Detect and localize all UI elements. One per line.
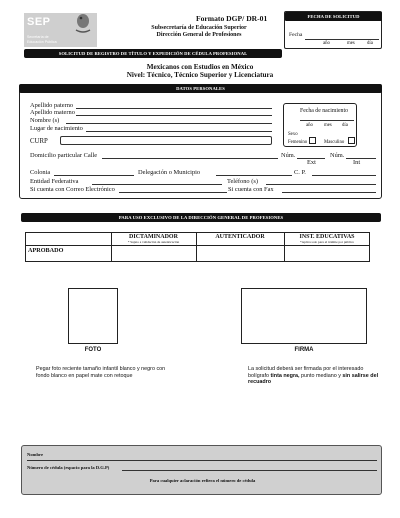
firma-note-c: punto mediano y	[299, 372, 343, 379]
firma-note	[248, 366, 382, 386]
solicitud-band: SOLICITUD DE REGISTRO DE TÍTULO Y EXPEDICIÓN DE CÉDULA PROFESIONAL	[24, 49, 282, 58]
nacimiento-day-label: día	[342, 123, 348, 128]
logo-line1: Secretaría de	[27, 35, 49, 39]
correo-field[interactable]	[119, 192, 227, 193]
footer-nombre-field[interactable]	[27, 460, 377, 461]
delegacion-field[interactable]	[216, 175, 292, 176]
lugar-nacimiento-label: Lugar de nacimiento	[30, 125, 83, 132]
femenino-checkbox[interactable]	[309, 137, 316, 144]
domicilio-label: Domicilio particular Calle	[30, 152, 98, 159]
dictaminador-header: DICTAMINADOR	[129, 234, 178, 240]
autenticador-cell[interactable]	[197, 246, 284, 262]
sep-logo-text: SEP	[27, 16, 51, 28]
curp-field[interactable]	[60, 136, 272, 145]
subsecretaria-text: Subsecretaría de Educación Superior	[151, 25, 247, 31]
footer-box	[21, 445, 382, 495]
footer-cedula-field[interactable]	[122, 470, 377, 471]
colonia-field[interactable]	[54, 175, 134, 176]
ext-label: Ext	[307, 159, 316, 166]
num-ext-label: Núm.	[281, 152, 296, 159]
fecha-nacimiento-label: Fecha de nacimiento	[300, 108, 348, 114]
eagle-emblem-icon	[73, 12, 93, 34]
fecha-day-label: día	[367, 41, 373, 46]
inst-educativas-note: *Aplica solo para el trámite por público	[299, 240, 355, 244]
apellido-materno-field[interactable]	[76, 115, 272, 116]
cp-field[interactable]	[312, 175, 376, 176]
fecha-label: Fecha	[289, 32, 303, 38]
footer-nombre-label: Nombre	[27, 452, 43, 457]
colonia-label: Colonia	[30, 169, 51, 176]
apellido-materno-label: Apellido materno	[30, 109, 75, 116]
int-label: Int	[353, 159, 361, 166]
foto-label: FOTO	[84, 347, 102, 353]
firma-note-b: tinta negra,	[270, 372, 300, 379]
telefono-field[interactable]	[266, 184, 376, 185]
correo-label: Si cuenta con Correo Electrónico	[30, 186, 115, 193]
fecha-solicitud-box	[284, 11, 382, 49]
firma-note-d: sin salirse del recuadro	[248, 372, 379, 386]
telefono-label: Teléfono (s)	[227, 178, 258, 185]
apellido-paterno-field[interactable]	[76, 108, 272, 109]
inst-educativas-cell[interactable]	[285, 246, 370, 262]
masculino-label: Masculino	[324, 140, 345, 145]
firma-box[interactable]	[241, 288, 367, 344]
foto-note: Pegar foto reciente tamaño infantil blanco y negro con fondo blanco en papel mate con retoque	[36, 366, 166, 379]
fecha-month-label: mes	[347, 41, 355, 46]
fecha-nacimiento-box	[283, 103, 357, 147]
form-title: Formato DGP/ DR-01	[196, 14, 268, 23]
num-int-label: Núm.	[330, 152, 345, 159]
footer-cedula-label: Número de cédula (espacio para la D.G.P)	[27, 465, 110, 470]
logo-line2: Educación Pública	[27, 40, 57, 44]
num-int-field[interactable]	[346, 158, 376, 159]
entidad-label: Entidad Federativa	[30, 178, 79, 185]
datos-personales-band: DATOS PERSONALES	[19, 84, 382, 93]
fecha-solicitud-band: FECHA DE SOLICITUD	[285, 12, 382, 21]
footer-aclaracion: Para cualquier aclaración refiera el número de cédula	[149, 478, 256, 483]
dictaminador-cell[interactable]	[112, 246, 196, 262]
curp-label: CURP	[30, 138, 48, 145]
nombre-field[interactable]	[66, 123, 272, 124]
femenino-label: Femenino	[288, 140, 308, 145]
dgp-table	[25, 232, 370, 262]
lugar-nacimiento-field[interactable]	[86, 131, 272, 132]
nacimiento-year-label: año	[306, 123, 313, 128]
uso-exclusivo-band: PARA USO EXCLUSIVO DE LA DIRECCIÓN GENERAL DE PROFESIONES	[21, 213, 381, 222]
domicilio-field[interactable]	[102, 158, 278, 159]
fax-label: Si cuenta con Fax	[228, 186, 274, 193]
fax-field[interactable]	[282, 192, 376, 193]
apellido-paterno-label: Apellido paterno	[30, 102, 74, 109]
nacimiento-month-label: mes	[324, 123, 332, 128]
autenticador-header: AUTENTICADOR	[215, 234, 265, 240]
firma-note-a: La solicitud deberá ser firmada por el interesado bolígrafo	[248, 366, 364, 379]
fecha-nacimiento-field[interactable]	[300, 120, 354, 121]
fecha-input-line[interactable]	[305, 39, 379, 40]
entidad-field[interactable]	[92, 184, 222, 185]
sexo-label: Sexo	[288, 132, 298, 137]
direccion-text: Dirección General de Profesiones	[156, 32, 242, 38]
dictaminador-note: * Sujeto a validación de autenticación	[127, 240, 180, 244]
delegacion-label: Delegación o Municipio	[138, 169, 201, 176]
fecha-year-label: año	[323, 41, 330, 46]
foto-box[interactable]	[68, 288, 118, 344]
inst-educativas-header: INST. EDUCATIVAS	[299, 234, 355, 240]
nombre-label: Nombre (s)	[30, 117, 60, 124]
subtitle-line1: Mexicanos con Estudios en México	[146, 63, 254, 71]
firma-label: FIRMA	[294, 347, 314, 353]
cp-label: C. P.	[294, 169, 306, 176]
aprobado-label: APROBADO	[28, 247, 64, 254]
masculino-checkbox[interactable]	[348, 137, 355, 144]
subtitle-line2: Nivel: Técnico, Técnico Superior y Licenciatura	[126, 71, 274, 79]
